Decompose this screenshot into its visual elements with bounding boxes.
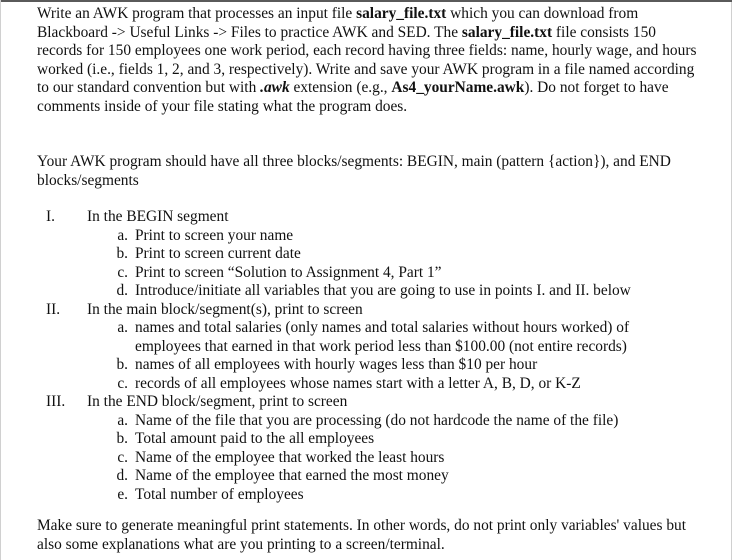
intro-paragraph: [37, 5, 697, 117]
section-1-item-b-letter: b.: [116, 245, 128, 262]
intro-text-3: file consists 150 records for 150 employees one work period, each record having three fields: name, hourly wage, and hours worked (i.e., fields 1, 2, and 3, respectively). Write and save your AWK program in a file named according to our standard convention but with: [37, 23, 697, 97]
section-1-item-c: Print to screen “Solution to Assignment 4, Part 1”: [135, 263, 442, 281]
section-3-number: III.: [46, 393, 66, 410]
section-3-item-d: Name of the employee that earned the most money: [135, 467, 449, 484]
top-border: [1, 0, 732, 2]
section-2-item-b: names of all employees with hourly wages less than $10 per hour: [135, 356, 538, 373]
section-1-number: I.: [46, 208, 55, 225]
section-2-item-a-continued: employees that earned in that work period less than $100.00 (not entire records): [135, 337, 627, 355]
intro-text-4: extension (e.g.,: [289, 79, 392, 97]
section-1-item-d-letter: d.: [116, 282, 128, 299]
section-3-title: In the END block/segment, print to screen: [87, 393, 348, 410]
extension-bold: .awk: [260, 79, 290, 97]
intro-text-5: ). Do not forget to have comments inside of your file stating what the program does.: [37, 79, 669, 115]
section-1-title: In the BEGIN segment: [87, 208, 229, 225]
section-3-item-a-letter: a.: [117, 411, 128, 429]
section-1-item-d: Introduce/initiate all variables that you are going to use in points I. and II. below: [135, 282, 631, 299]
section-3-item-c-letter: c.: [117, 448, 128, 466]
intro-text-1: Write an AWK program that processes an input file: [37, 5, 357, 22]
section-3-item-e: Total number of employees: [135, 485, 304, 503]
section-2-item-c-letter: c.: [117, 374, 128, 392]
section-3-item-a: Name of the file that you are processing (do not hardcode the name of the file): [135, 411, 619, 429]
section-1-item-c-letter: c.: [117, 263, 128, 281]
filename-bold-1: salary_file.txt: [356, 5, 447, 22]
section-2-number: II.: [46, 300, 61, 318]
closing-paragraph: Make sure to generate meaningful print statements. In other words, do not print only variables' values but also some explanations what are you printing to a screen/terminal.: [37, 517, 687, 553]
section-1-item-a: Print to screen your name: [135, 226, 294, 244]
section-3-item-c: Name of the employee that worked the least hours: [135, 448, 445, 466]
filename-bold-2: salary_file.txt: [461, 23, 553, 41]
section-3-item-e-letter: e.: [117, 485, 128, 503]
section-2-item-c: records of all employees whose names start with a letter A, B, D, or K-Z: [135, 374, 581, 392]
section-3-item-d-letter: d.: [116, 467, 128, 484]
intro-text-2: which you can download from Blackboard -> Useful Links -> Files to practice AWK and SED. The: [37, 5, 639, 41]
section-2-title: In the main block/segment(s), print to screen: [87, 300, 363, 318]
blocks-paragraph: Your AWK program should have all three blocks/segments: BEGIN, main (pattern {action}), and END blocks/segments: [37, 153, 671, 189]
section-1-item-a-letter: a.: [117, 226, 128, 244]
section-2-item-b-letter: b.: [116, 356, 128, 373]
section-3-item-b-letter: b.: [116, 430, 128, 447]
section-3-item-b: Total amount paid to the all employees: [135, 430, 375, 447]
example-filename-bold: As4_yourName.awk: [391, 79, 525, 97]
section-1-item-b: Print to screen current date: [135, 245, 301, 262]
section-2-item-a: names and total salaries (only names and total salaries without hours worked) of: [135, 319, 630, 336]
section-2-item-a-letter: a.: [117, 319, 128, 336]
